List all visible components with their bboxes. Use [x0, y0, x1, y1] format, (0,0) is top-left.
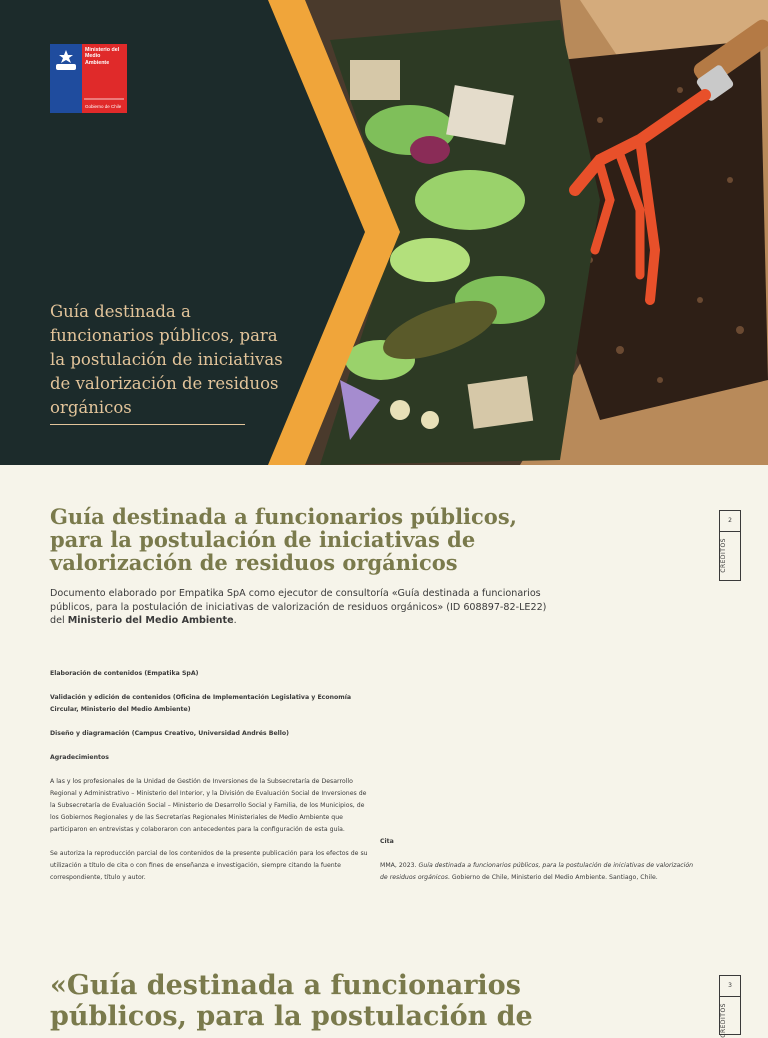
side-tab-page2[interactable] [719, 510, 741, 581]
citation-heading: Cita [380, 838, 394, 845]
page2-title: Guía destinada a funcionarios públicos, para la postulación de iniciativas de valorización de residuos orgánicos [50, 504, 517, 575]
page-number: 3 [720, 976, 740, 997]
credit-content: Elaboración de contenidos (Empatika SpA) [50, 670, 199, 677]
page2-intro [50, 587, 550, 628]
credits-block [50, 668, 370, 896]
section-label: CRÉDITOS [720, 538, 727, 573]
cover-page [0, 0, 768, 465]
credit-reproduction: Se autoriza la reproducción parcial de los contenidos de la presente publicación para los efectos de su utilización a título de cita o con fines de enseñanza e investigación, siempre citando la fuente correspondiente, título y autor. [50, 850, 368, 881]
credit-thanks-text: A las y los profesionales de la Unidad de Gestión de Inversiones de la Subsecretaría de Desarrollo Regional y Administrativo – Ministerio del Interior, y la División de Evaluación Social de Inversiones de la Subsecretaría de Evaluación Social – Ministerio de Desarrollo Social y Familia, de los Municipios, de los Gobiernos Regionales y de las Secretarías Regionales Ministeriales de Medio Ambiente que participaron en entrevistas y colaboraron con antecedentes para la configuración de esta guía. [50, 778, 367, 833]
intro-ministry: Ministerio del Medio Ambiente [67, 615, 234, 626]
citation-text [380, 860, 700, 884]
intro-text: Documento elaborado por Empatika SpA como ejecutor de consultoría «Guía destinada a funcionarios públicos, para la postulación de iniciativas de valorización de residuos orgánicos» (ID 608897-82-LE22) del [50, 588, 547, 626]
page3-title: «Guía destinada a funcionarios públicos, para la postulación de [50, 970, 533, 1032]
citation-suffix: . Gobierno de Chile, Ministerio del Medio Ambiente. Santiago, Chile. [447, 874, 658, 881]
page-number: 2 [720, 511, 740, 532]
citation-prefix: MMA, 2023. [380, 862, 419, 869]
intro-end: . [233, 615, 237, 626]
credit-thanks-heading: Agradecimientos [50, 754, 109, 761]
credit-design: Diseño y diagramación (Campus Creativo, Universidad Andrés Bello) [50, 730, 289, 737]
credit-validation: Validación y edición de contenidos (Oficina de Implementación Legislativa y Economía Circular, Ministerio del Medio Ambiente) [50, 694, 351, 713]
ministry-logo [50, 44, 127, 113]
cover-title-underline [50, 424, 245, 425]
citation-block [380, 836, 700, 884]
cover-title: Guía destinada a funcionarios públicos, para la postulación de iniciativas de valorización de residuos orgánicos [50, 302, 283, 417]
section-label: CRÉDITOS [720, 1003, 727, 1038]
ministry-name: Ministerio del Medio Ambiente [85, 47, 120, 66]
side-tab-page3[interactable] [719, 975, 741, 1038]
government-label: Gobierno de Chile [85, 104, 122, 109]
citation-title: Guía destinada a funcionarios públicos, para la postulación de iniciativas de valorización de residuos orgánicos [380, 862, 694, 881]
